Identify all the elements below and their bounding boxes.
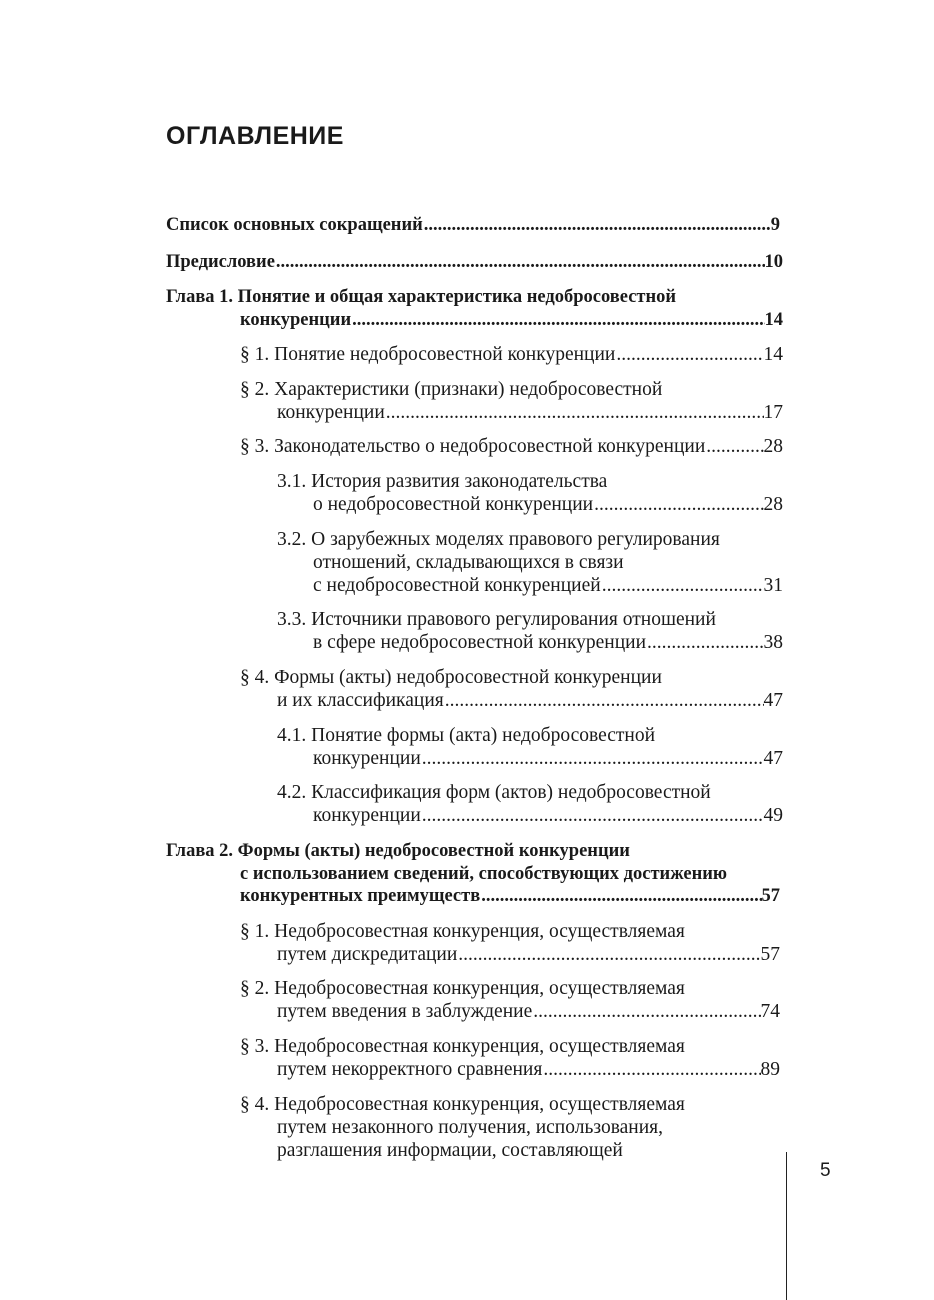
toc-page-number: 31 — [763, 575, 783, 596]
toc-entry-title: 4.1. Понятие формы (акта) недобросовестной — [277, 725, 656, 746]
page-title: ОГЛАВЛЕНИЕ — [166, 122, 344, 150]
toc-entry-title: 4.2. Классификация форм (актов) недобросовестной — [277, 782, 711, 803]
toc-entry-abbreviations[interactable] — [166, 214, 780, 237]
toc-section-1-3[interactable] — [240, 435, 783, 458]
toc-page-number: 49 — [763, 805, 783, 826]
toc-page-number: 38 — [763, 632, 783, 653]
toc-page-number: 14 — [763, 344, 783, 365]
toc-page-number: 47 — [763, 690, 783, 711]
toc-entry-preface[interactable] — [166, 251, 783, 274]
toc-entry-title: § 4. Недобросовестная конкуренция, осуществляемая — [240, 1094, 685, 1115]
toc-page-number: 9 — [770, 215, 780, 235]
toc-page-number: 57 — [760, 944, 780, 965]
toc-entry-title: Глава 2. Формы (акты) недобросовестной конкуренции — [166, 841, 630, 861]
toc-entry-title: 3.1. История развития законодательства — [277, 471, 608, 492]
toc-page-number: 28 — [763, 494, 783, 515]
toc-entry-title: § 1. Понятие недобросовестной конкуренции — [240, 344, 616, 365]
toc-page-number: 57 — [761, 886, 780, 906]
toc-page-number: 14 — [764, 310, 783, 330]
toc-page-number: 10 — [764, 252, 783, 272]
toc-page-number: 28 — [763, 436, 783, 457]
toc-entry-title: § 4. Формы (акты) недобросовестной конкуренции — [240, 667, 662, 688]
toc-page-number: 89 — [760, 1059, 780, 1080]
toc-entry-title: 3.2. О зарубежных моделях правового регулирования — [277, 529, 720, 550]
toc-entry-title: 3.3. Источники правового регулирования отношений — [277, 609, 716, 630]
toc-entry-title: Список основных сокращений — [166, 215, 423, 235]
toc-entry-title: § 3. Недобросовестная конкуренция, осуществляемая — [240, 1036, 685, 1057]
toc-section-1-1[interactable] — [240, 343, 783, 366]
toc-page-number: 17 — [763, 402, 783, 423]
toc-entry-title: § 2. Характеристики (признаки) недобросовестной — [240, 379, 663, 400]
toc-entry-title: Предисловие — [166, 252, 275, 272]
table-of-contents: Список основных сокращений ..... 9 Предисловие ..... 10 Глава 1. Понятие и общая характеристика недобросовестной конкуренции ..... 14 § 1. Понятие недобросовестной конкуренции ..... 14 § 2. Характеристики (признаки) недобросовестной конкуренции ..... 17 § 3. Законодательство о недобросовестной конкуренции ..... 28 3.1. История развития законодательства о недобросовестной конкуренции ..... 28 3.2. О зарубежных моделях правового регулирования отношений, складывающихся в связи с недобросовестной конкуренцией ..... 31 3.3. Источники правового регулирования отношений в сфере недобросовестной конкуренции ..... 38 § 4. Формы (акты) недобросовестной конкуренции и их классификация ..... 47 4.1. Понятие формы (акта) недобросовестной конкуренции ..... 47 4.2. Классификация форм (актов) недобросовестной конкуренции ..... 49 Глава 2. Формы (акты) недобросовестной конкуренции с использованием сведений, способствующих достижению конкурентных преимуществ ..... 57 § 1. Недобросовестная конкуренция, осуществляемая путем дискредитации ..... 57 § 2. Недобросовестная конкуренция, осуществляемая путем введения в заблуждение ..... 74 § 3. Недобросовестная конкуренция, осуществляемая путем некорректного сравнения ..... 89 § 4. Недобросовестная конкуренция, осуществляемая путем незаконного получения, использования, разглашения информации, составляющей — [0, 0, 934, 1300]
toc-entry-title: § 2. Недобросовестная конкуренция, осуществляемая — [240, 978, 685, 999]
page-number: 5 — [820, 1160, 831, 1181]
toc-entry-title: § 1. Недобросовестная конкуренция, осуществляемая — [240, 921, 685, 942]
margin-divider — [786, 1152, 787, 1300]
toc-page-number: 47 — [763, 748, 783, 769]
toc-entry-title: Глава 1. Понятие и общая характеристика недобросовестной — [166, 287, 677, 307]
toc-entry-title: § 3. Законодательство о недобросовестной конкуренции — [240, 436, 706, 457]
toc-page-number: 74 — [760, 1001, 780, 1022]
